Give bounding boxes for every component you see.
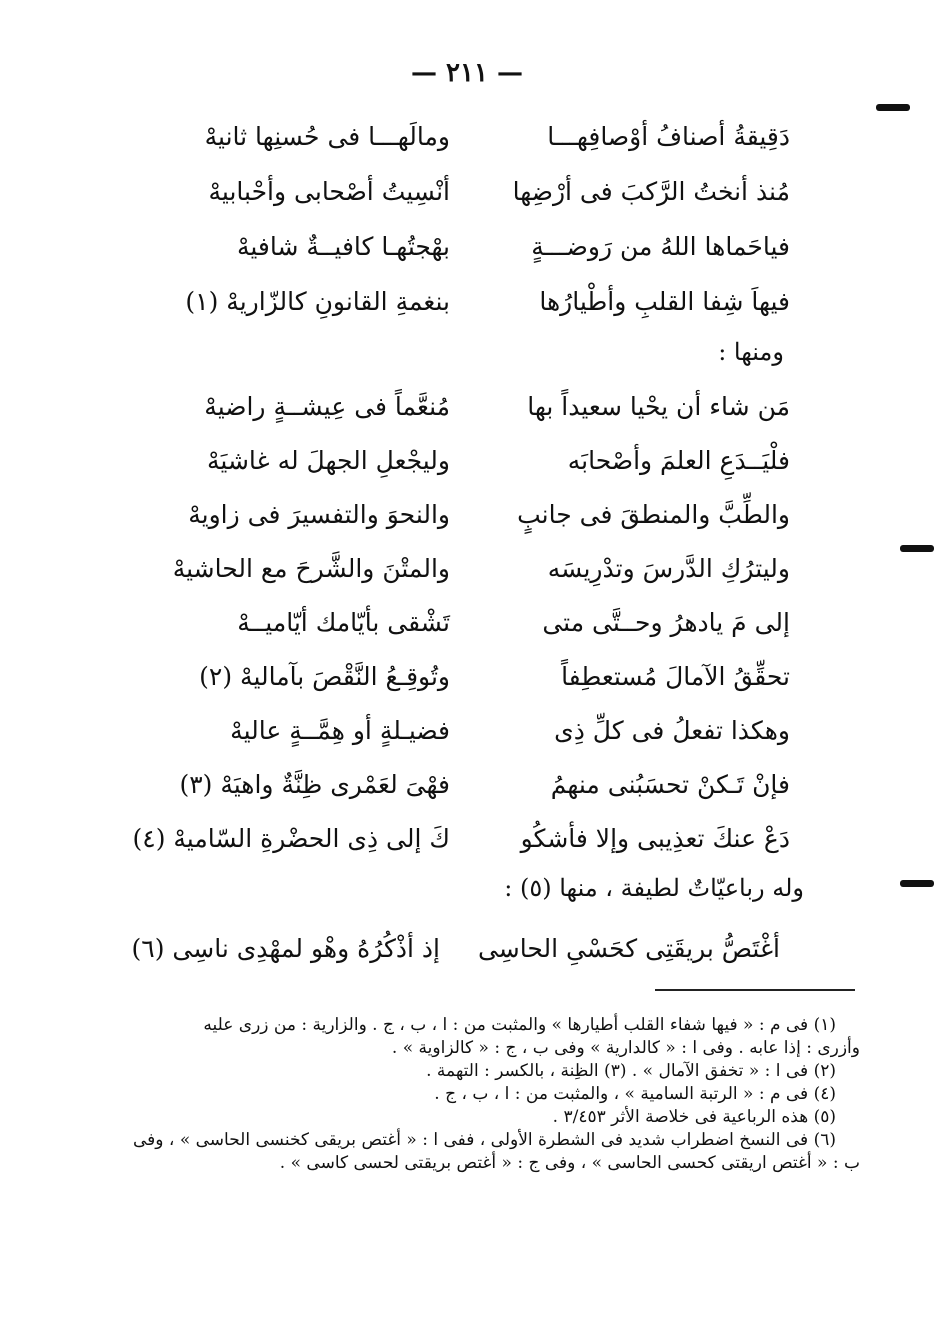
verse-first-hemistich: فياحَماها اللهُ من رَوضـــةٍ bbox=[531, 232, 790, 261]
verse-first-hemistich: دَعْ عنكَ تعذِيبى وإلا فأشكُو bbox=[520, 824, 790, 853]
verse bbox=[150, 114, 790, 160]
verse-first-hemistich: فإنْ تَـكنْ تحسَبُنى منهمُ bbox=[550, 770, 790, 799]
verse-second-hemistich: فضيـلةٍ أو هِمَّــةٍ عاليهْ bbox=[230, 716, 450, 745]
section-intro: وله رباعيّاتٌ لطيفة ، منها (٥) : bbox=[504, 874, 804, 902]
footnote-line: (١) فى م : « فيها شفاء القلب أطيارها » والمثبت من : ا ، ب ، ج . والزارية : من زرى عليه bbox=[203, 1015, 836, 1035]
verse-second-hemistich: وتُوقِـعُ النَّقْصَ بآماليهْ (٢) bbox=[199, 662, 450, 691]
verse bbox=[150, 600, 790, 646]
verse-first-hemistich: مَن شاء أن يحْيا سعيداً بها bbox=[527, 392, 790, 421]
footnote-divider bbox=[655, 989, 855, 991]
verse-second-hemistich: مُنعَّماً فى عِيشــةٍ راضيهْ bbox=[204, 392, 450, 421]
verse-second-hemistich: بهْجتُهـا كافيــةٌ شافيهْ bbox=[236, 232, 450, 261]
verse-first-hemistich: فيهاَ شِفا القلبِ وأطْيارُها bbox=[539, 287, 790, 316]
page-number: — ٢١١ — bbox=[410, 58, 524, 88]
verse bbox=[150, 654, 790, 700]
footnote-line: (٢) فى ا : « تخفق الآمال » . (٣) الظِنة ، بالكسر : التهمة . bbox=[426, 1061, 836, 1081]
verse-second-hemistich: إذ أذْكُرُهُ وهْو لمهْدِى ناسِى (٦) bbox=[131, 934, 440, 963]
verse bbox=[150, 169, 790, 215]
footnotes bbox=[125, 1014, 860, 1175]
verse-second-hemistich: أنْسِيتُ أصْحابى وأحْبابيهْ bbox=[208, 177, 450, 206]
footnote-line: وأزرى : إذا عابه . وفى ا : « كالدارية » وفى ب ، ج : « كالزاوية » . bbox=[391, 1038, 860, 1058]
verse-first-hemistich: وليترُكِ الدَّرسَ وتدْرِيسَه bbox=[547, 554, 790, 583]
verse-second-hemistich: والمتْنَ والشَّرحَ مع الحاشيهْ bbox=[172, 554, 450, 583]
verse-first-hemistich: دَقِيقةُ أصنافُ أوْصافِهـــا bbox=[547, 122, 790, 151]
verse-first-hemistich: والطِّبَّ والمنطقَ فى جانبٍ bbox=[517, 500, 790, 529]
verse-first-hemistich: مُنذ أنختُ الرَّكبَ فى أرْضِها bbox=[512, 177, 790, 206]
verse-second-hemistich: ومالَهـــا فى حُسنِها ثانيهْ bbox=[204, 122, 450, 151]
margin-mark bbox=[900, 880, 934, 887]
verse bbox=[132, 816, 790, 862]
verse bbox=[150, 546, 790, 592]
verse bbox=[150, 492, 790, 538]
verse-second-hemistich: وليجْعلِ الجهلَ له غاشيَهْ bbox=[207, 446, 450, 475]
verse-first-hemistich: تحقِّقُ الآمالَ مُستعطِفاً bbox=[561, 662, 790, 691]
section-intro: ومنها : bbox=[718, 338, 784, 366]
verse-first-hemistich: وهكذا تفعلُ فى كلِّ ذِى bbox=[554, 716, 790, 745]
verse-first-hemistich: إلى مَ يادهرُ وحــتَّى متى bbox=[542, 608, 790, 637]
verse-second-hemistich: كَ إلى ذِى الحضْرةِ السّاميهْ (٤) bbox=[132, 824, 450, 853]
verse-second-hemistich: بنغمةِ القانونِ كالزّاريهْ (١) bbox=[185, 287, 450, 316]
verse bbox=[131, 926, 780, 972]
verse-first-hemistich: فلْيَــدَعِ العلمَ وأصْحابَه bbox=[567, 446, 790, 475]
verse-second-hemistich: فهْىَ لعَمْرى ظِنَّةٌ واهيَهْ (٣) bbox=[179, 770, 450, 799]
verse bbox=[150, 708, 790, 754]
verse bbox=[150, 762, 790, 808]
verse bbox=[150, 438, 790, 484]
verse bbox=[150, 279, 790, 325]
verse-second-hemistich: والنحوَ والتفسيرَ فى زاويهْ bbox=[188, 500, 450, 529]
footnote-line: (٦) فى النسخ اضطراب شديد فى الشطرة الأولى ، ففى ا : « أغتص بريقى كخنسى الحاسى » ، وفى bbox=[133, 1130, 836, 1150]
verse-first-hemistich: أغْتَصُّ بريقَتِى كحَسْىِ الحاسِى bbox=[477, 934, 780, 963]
footnote-line: (٤) فى م : « الرتبة السامية » ، والمثبت من : ا ، ب ، ج . bbox=[434, 1084, 836, 1104]
margin-mark bbox=[876, 104, 910, 111]
footnote-line: (٥) هذه الرباعية فى خلاصة الأثر ٣/٤٥٣ . bbox=[552, 1107, 836, 1127]
margin-mark bbox=[900, 545, 934, 552]
footnote-line: ب : « أغتص اريقتى كحسى الحاسى » ، وفى ج : « أغتص بريقتى لحسى كاسى » . bbox=[279, 1153, 860, 1173]
verse bbox=[150, 224, 790, 270]
verse-second-hemistich: تَشْقى بأيّامك أيّاميــهْ bbox=[237, 608, 450, 637]
verse bbox=[150, 384, 790, 430]
